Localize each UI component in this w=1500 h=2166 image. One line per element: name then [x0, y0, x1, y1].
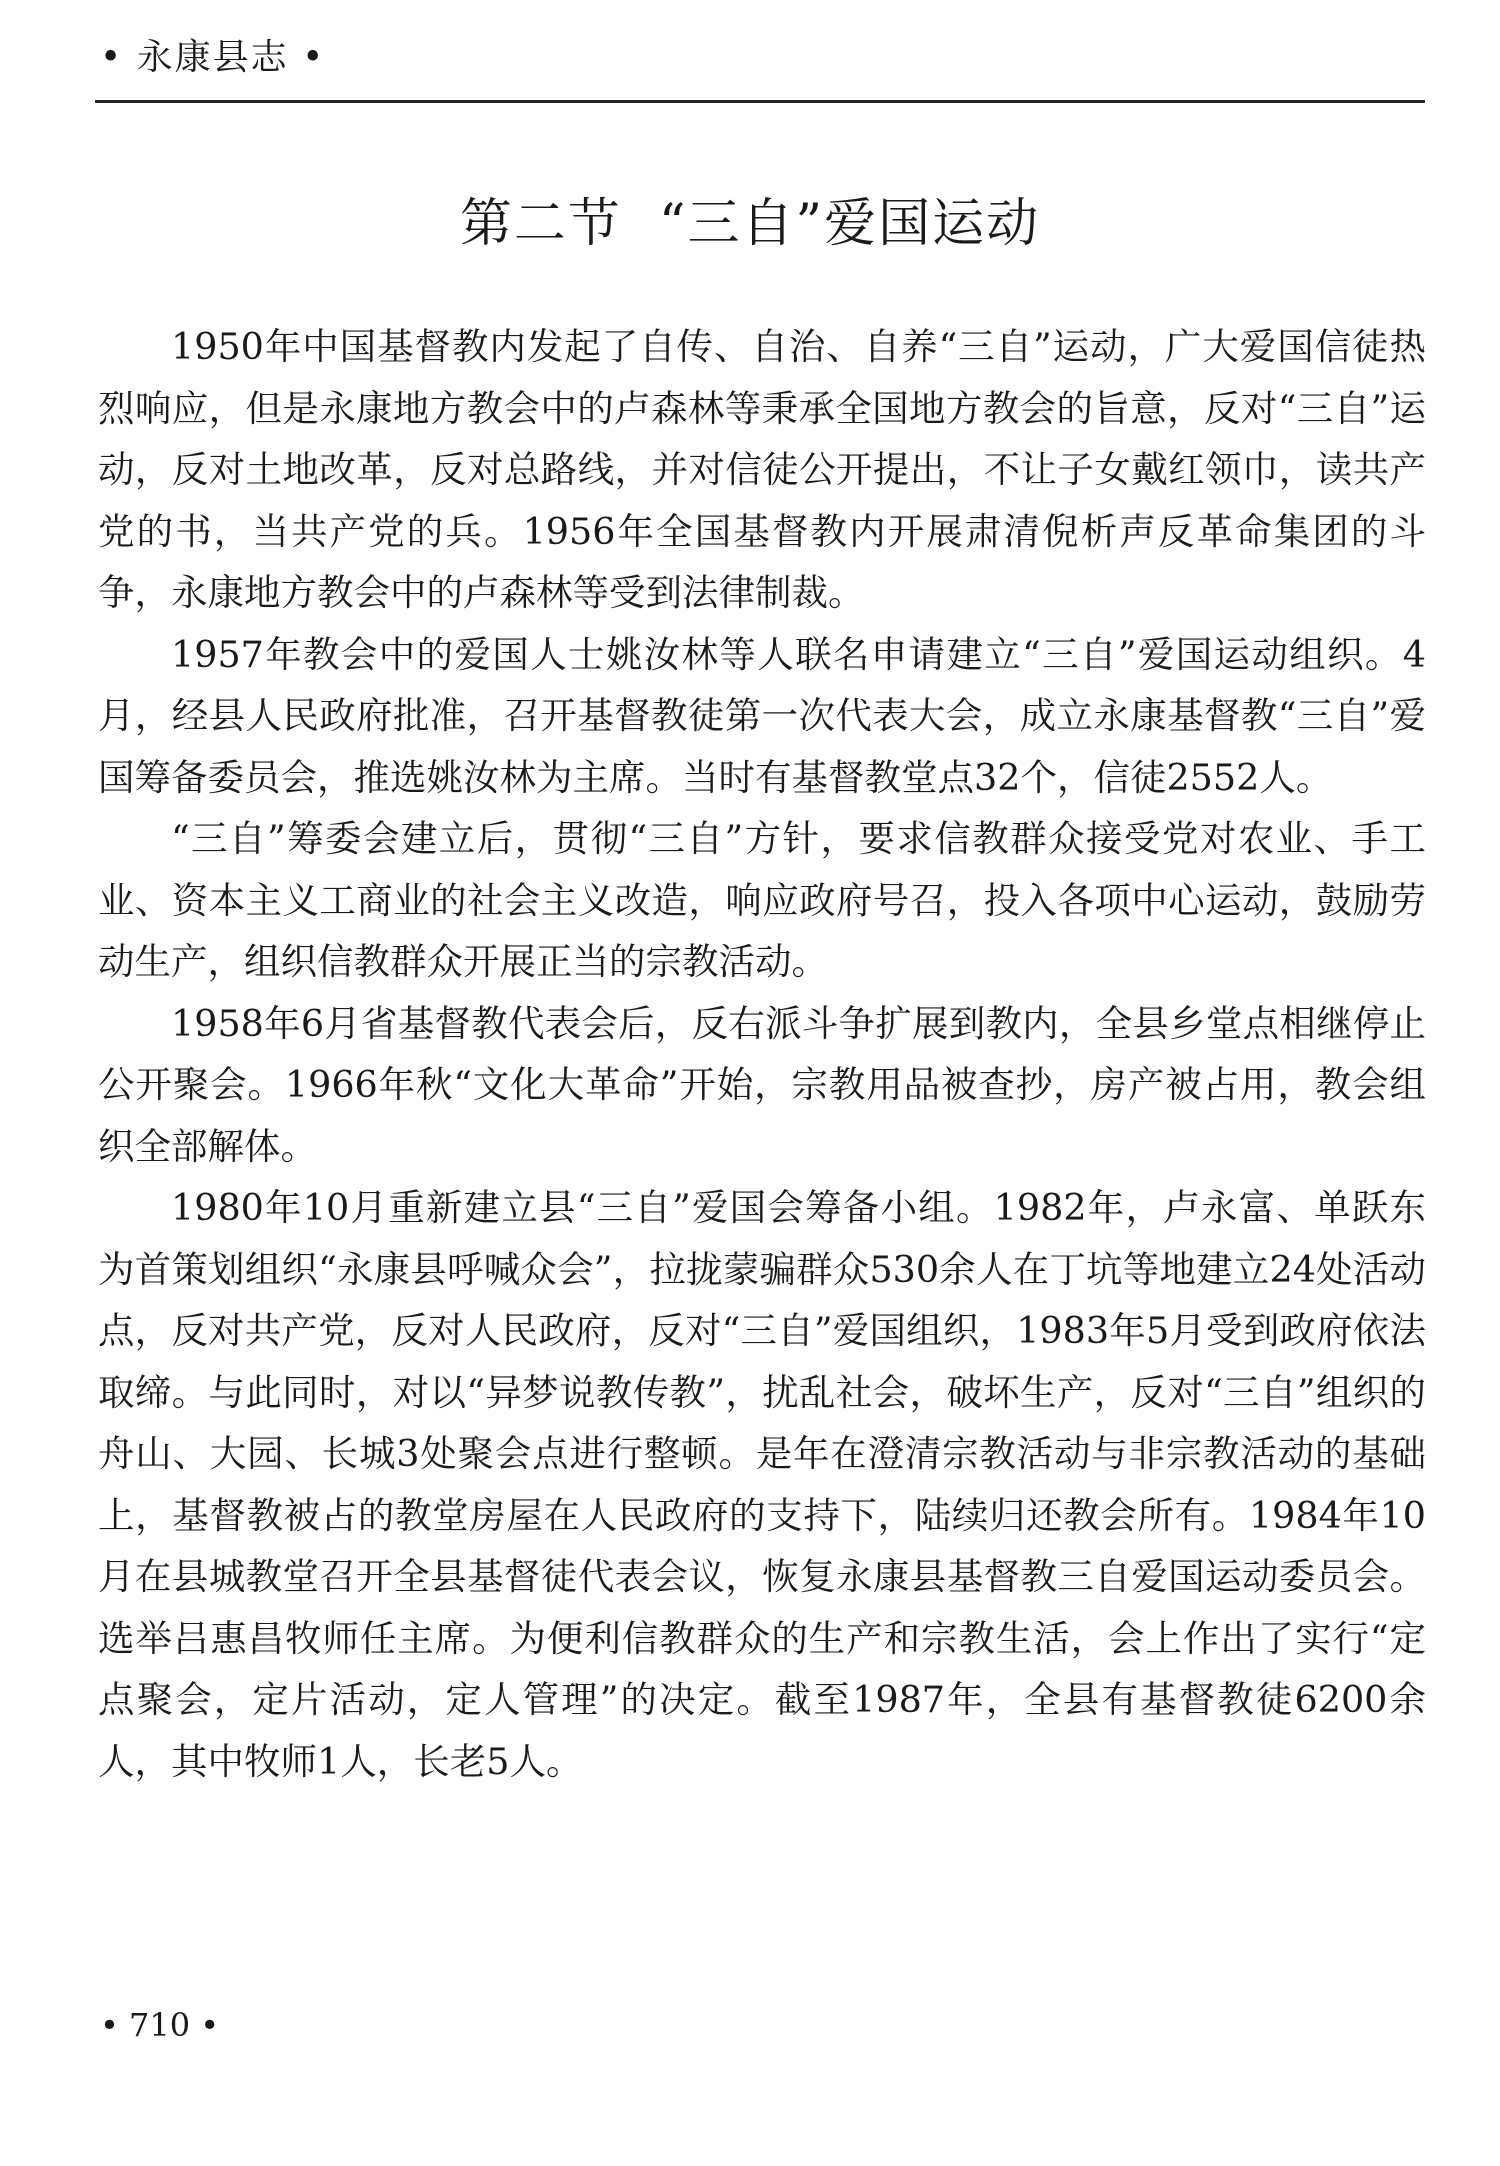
paragraph: 1958年6月省基督教代表会后，反右派斗争扩展到教内，全县乡堂点相继停止公开聚会。1966年秋“文化大革命”开始，宗教用品被查抄，房产被占用，教会组织全部解体。 — [98, 1001, 1426, 1168]
paragraph: 1957年教会中的爱国人士姚汝林等人联名申请建立“三自”爱国运动组织。4月，经县人民政府批准，召开基督教徒第一次代表大会，成立永康基督教“三自”爱国筹备委员会，推选姚汝林为主席。当时有基督教堂点32个，信徒2552人。 — [98, 632, 1426, 799]
running-header: • 永康县志 • — [100, 37, 326, 78]
paragraph: 1950年中国基督教内发起了自传、自治、自养“三自”运动，广大爱国信徒热烈响应，但是永康地方教会中的卢森林等秉承全国地方教会的旨意，反对“三自”运动，反对土地改革，反对总路线，并对信徒公开提出，不让子女戴红领巾，读共产党的书，当共产党的兵。1956年全国基督教内开展肃清倪析声反革命集团的斗争，永康地方教会中的卢森林等受到法律制裁。 — [98, 325, 1426, 614]
paragraph: 1980年10月重新建立县“三自”爱国会筹备小组。1982年，卢永富、单跃东为首策划组织“永康县呼喊众会”，拉拢蒙骗群众530余人在丁坑等地建立24处活动点，反对共产党，反对人民政府，反对“三自”爱国组织，1983年5月受到政府依法取缔。与此同时，对以“异梦说教传教”，扰乱社会，破坏生产，反对“三自”组织的舟山、大园、长城3处聚会点进行整顿。是年在澄清宗教活动与非宗教活动的基础上，基督教被占的教堂房屋在人民政府的支持下，陆续归还教会所有。1984年10月在县城教堂召开全县基督徒代表会议，恢复永康县基督教三自爱国运动委员会。选举吕惠昌牧师任主席。为便利信教群众的生产和宗教生活，会上作出了实行“定点聚会，定片活动，定人管理”的决定。截至1987年，全县有基督教徒6200余人，其中牧师1人，长老5人。 — [98, 1186, 1426, 1783]
page-number: • 710 • — [100, 2006, 220, 2044]
body-text — [98, 316, 1426, 1792]
paragraph: “三自”筹委会建立后，贯彻“三自”方针，要求信教群众接受党对农业、手工业、资本主义工商业的社会主义改造，响应政府号召，投入各项中心运动，鼓励劳动生产，组织信教群众开展正当的宗教活动。 — [98, 817, 1426, 983]
section-title: 第二节 “三自”爱国运动 — [459, 194, 1041, 254]
header-rule — [95, 100, 1425, 103]
